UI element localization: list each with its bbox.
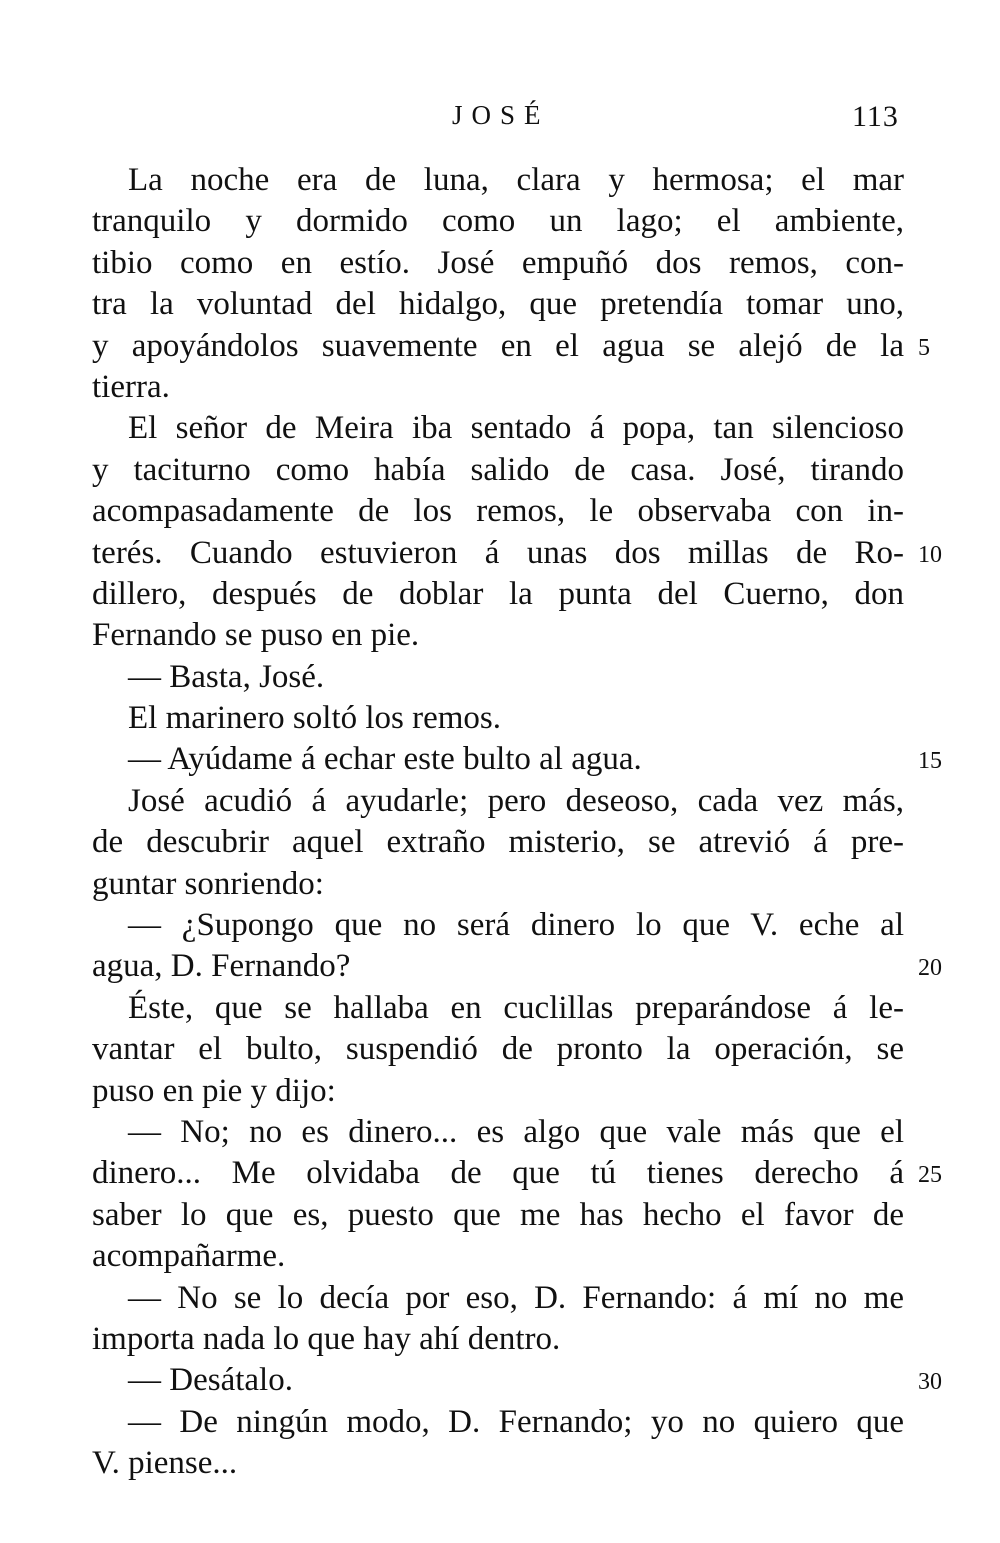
- text-line: [92, 284, 904, 325]
- page-number: 113: [852, 100, 899, 133]
- running-title: JOSÉ: [452, 100, 550, 130]
- text-line: [92, 326, 930, 367]
- line-text: tra la voluntad del hidalgo, que pretendía tomar uno,: [92, 286, 904, 323]
- text-line: [92, 1278, 904, 1319]
- line-text: — De ningún modo, D. Fernando; yo no quiero que: [128, 1403, 904, 1440]
- running-head: [0, 100, 1000, 140]
- line-text: tierra.: [92, 368, 170, 405]
- text-line: [92, 1319, 904, 1360]
- line-text: y taciturno como había salido de casa. José, tirando: [92, 451, 904, 488]
- text-line: [92, 739, 942, 780]
- text-line: [92, 905, 904, 946]
- line-text: Éste, que se hallaba en cuclillas preparándose á le-: [128, 989, 904, 1026]
- line-text: de descubrir aquel extraño misterio, se atrevió á pre-: [92, 824, 904, 861]
- line-number: 15: [918, 748, 942, 775]
- line-text: Fernando se puso en pie.: [92, 617, 420, 654]
- line-text: vantar el bulto, suspendió de pronto la operación, se: [92, 1031, 904, 1068]
- line-text: — ¿Supongo que no será dinero lo que V. eche al: [128, 907, 904, 944]
- line-number: 5: [918, 334, 930, 361]
- line-text: — Ayúdame á echar este bulto al agua.: [128, 741, 642, 778]
- line-text: La noche era de luna, clara y hermosa; el mar: [128, 162, 904, 198]
- line-text: El marinero soltó los remos.: [128, 700, 502, 737]
- text-line: [92, 201, 904, 242]
- text-line: [92, 408, 904, 449]
- text-line: [92, 657, 904, 698]
- text-line: [92, 367, 904, 408]
- line-text: El señor de Meira iba sentado á popa, tan silencioso: [128, 410, 904, 447]
- line-text: guntar sonriendo:: [92, 865, 324, 902]
- line-text: terés. Cuando estuvieron á unas dos millas de Ro-: [92, 534, 904, 571]
- line-text: y apoyándolos suavemente en el agua se alejó de la: [92, 327, 904, 364]
- line-text: tranquilo y dormido como un lago; el ambiente,: [92, 203, 904, 240]
- line-number: 20: [918, 955, 942, 982]
- text-line: [92, 1402, 904, 1443]
- line-text: dinero... Me olvidaba de que tú tienes derecho á: [92, 1155, 904, 1192]
- line-text: acompañarme.: [92, 1238, 286, 1275]
- text-line: [92, 491, 904, 532]
- text-line: [92, 864, 904, 905]
- text-line: [92, 1443, 904, 1484]
- text-line: [92, 781, 904, 822]
- text-line: [92, 946, 942, 987]
- text-line: [92, 1236, 904, 1277]
- text-line: [92, 1153, 942, 1194]
- text-line: [92, 574, 904, 615]
- line-text: agua, D. Fernando?: [92, 948, 351, 985]
- line-text: importa nada lo que hay ahí dentro.: [92, 1320, 561, 1357]
- line-number: 25: [918, 1162, 942, 1189]
- text-line: [92, 243, 904, 284]
- text-line: [92, 160, 904, 201]
- line-text: dillero, después de doblar la punta del Cuerno, don: [92, 575, 904, 612]
- text-line: [92, 533, 942, 574]
- text-line: [92, 988, 904, 1029]
- line-number: 30: [918, 1369, 942, 1396]
- line-text: tibio como en estío. José empuñó dos remos, con-: [92, 244, 904, 281]
- line-text: V. piense...: [92, 1445, 238, 1482]
- line-number: 10: [918, 541, 942, 568]
- text-line: [92, 698, 904, 739]
- line-text: — Basta, José.: [128, 658, 325, 695]
- line-text: acompasadamente de los remos, le observaba con in-: [92, 493, 904, 530]
- line-text: saber lo que es, puesto que me has hecho el favor de: [92, 1196, 904, 1233]
- text-line: [92, 822, 904, 863]
- text-line: [92, 1195, 904, 1236]
- line-text: puso en pie y dijo:: [92, 1072, 336, 1109]
- text-line: [92, 1112, 904, 1153]
- text-line: [92, 450, 904, 491]
- text-line: [92, 1071, 904, 1112]
- line-text: — Desátalo.: [128, 1362, 293, 1399]
- body-text: [92, 160, 942, 1485]
- text-line: [92, 1360, 942, 1401]
- text-line: [92, 615, 904, 656]
- text-line: [92, 1029, 904, 1070]
- line-text: — No; no es dinero... es algo que vale más que el: [128, 1113, 904, 1150]
- line-text: José acudió á ayudarle; pero deseoso, cada vez más,: [128, 782, 904, 819]
- line-text: — No se lo decía por eso, D. Fernando: á mí no me: [128, 1279, 904, 1316]
